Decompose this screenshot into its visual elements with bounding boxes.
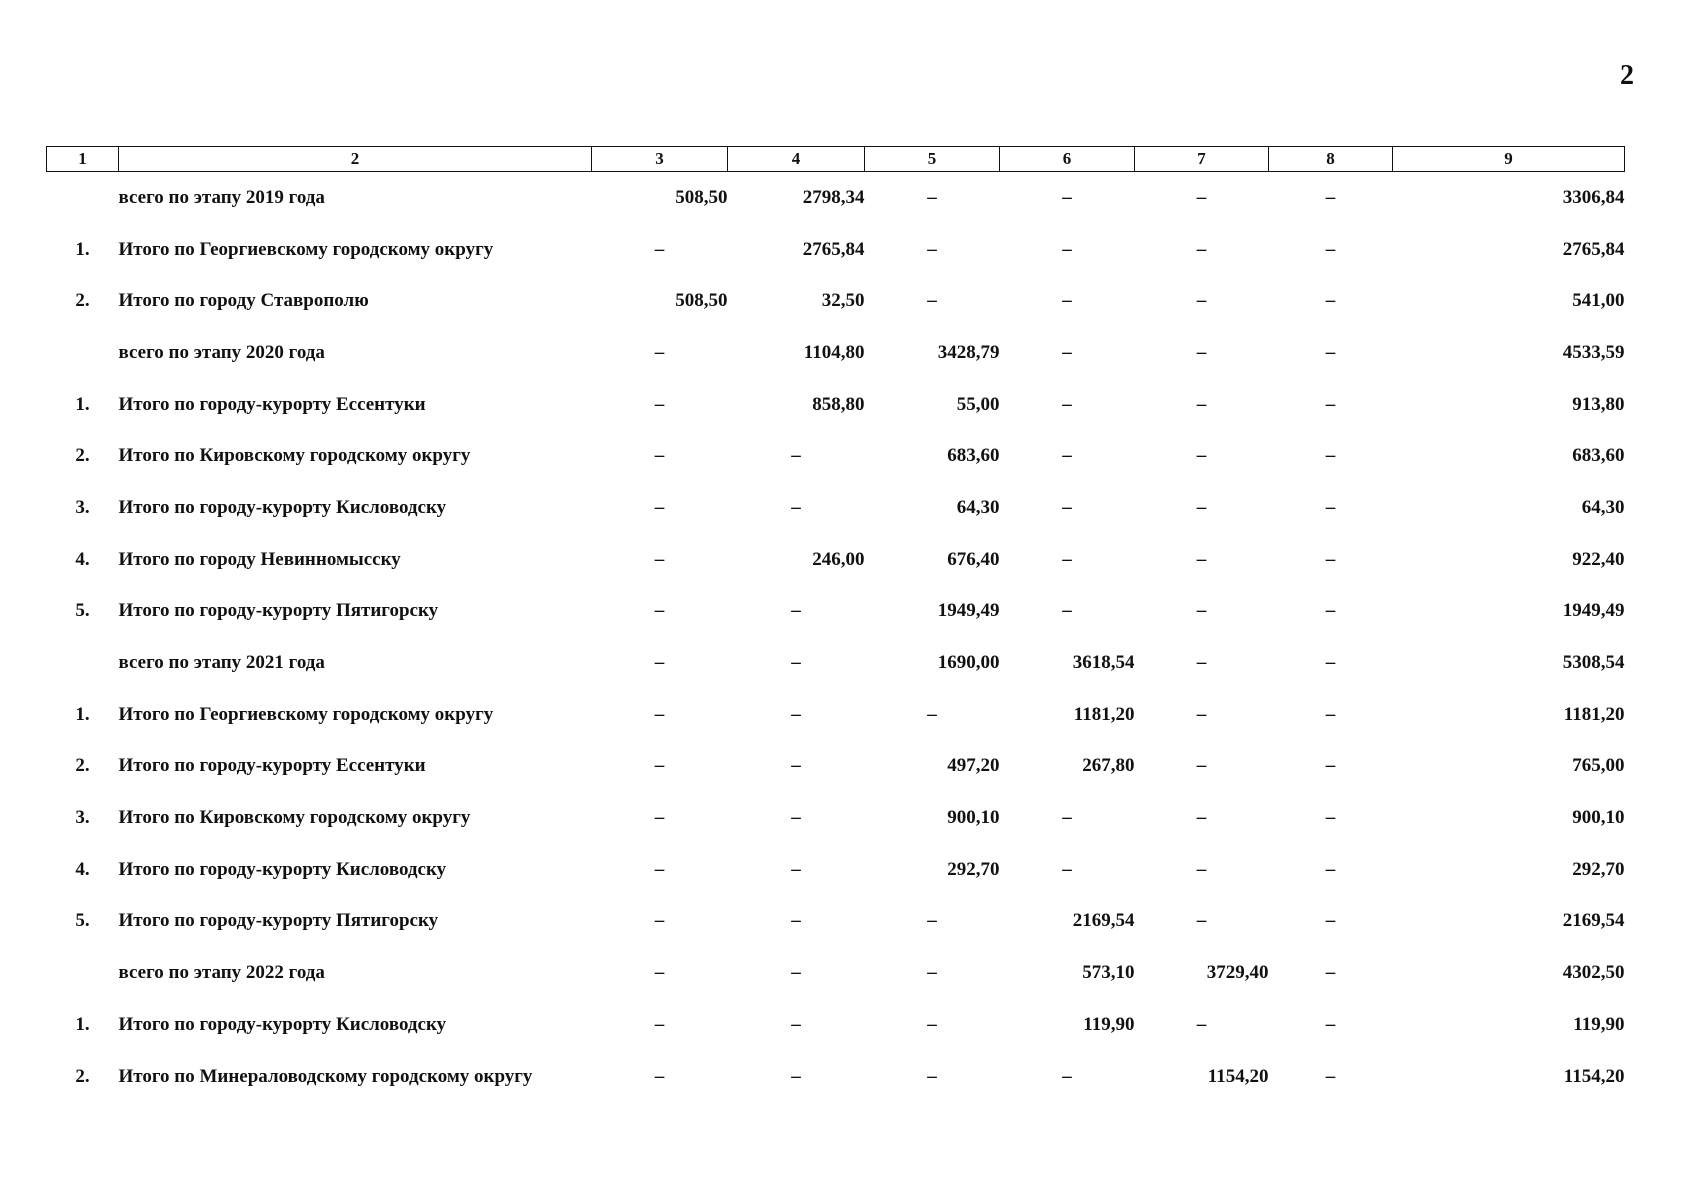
col8-value: – — [1325, 341, 1336, 363]
col8-value: – — [1325, 962, 1336, 984]
col8-value: – — [1325, 755, 1336, 777]
col4-value: – — [791, 496, 801, 518]
row-label: Итого по Кировскому городскому округу — [118, 807, 471, 829]
row-label: Итого по Минераловодскому городскому округу — [118, 1065, 533, 1087]
row-label: всего по этапу 2022 года — [118, 962, 325, 984]
row-number — [47, 947, 119, 999]
table-row — [47, 430, 1625, 482]
col4-value: – — [791, 652, 801, 674]
table-row — [47, 586, 1625, 638]
col4-value: – — [791, 910, 801, 932]
total-value: 4533,59 — [1562, 341, 1625, 363]
col3-value: – — [654, 858, 665, 880]
col5-value: 292,70 — [947, 858, 1000, 880]
col5-value: 497,20 — [947, 755, 1000, 777]
column-header: 7 — [1135, 147, 1269, 172]
col7-value: – — [1196, 755, 1207, 777]
col6-value: – — [1062, 238, 1072, 260]
col7-value: – — [1196, 341, 1207, 363]
col5-value: – — [927, 186, 937, 208]
col6-value: – — [1062, 445, 1072, 467]
col8-value: – — [1325, 445, 1336, 467]
row-number: 2. — [75, 755, 90, 777]
col3-value: – — [654, 445, 665, 467]
row-number: 2. — [75, 445, 90, 467]
row-number: 1. — [75, 393, 90, 415]
table-row — [47, 999, 1625, 1051]
row-number: 5. — [75, 910, 90, 932]
col6-value: – — [1062, 548, 1072, 570]
col6-value: – — [1062, 393, 1072, 415]
row-label: Итого по городу-курорту Пятигорску — [118, 910, 439, 932]
col4-value: – — [791, 1013, 801, 1035]
col5-value: 1949,49 — [937, 600, 1000, 622]
col7-value: – — [1196, 238, 1207, 260]
col3-value: – — [654, 238, 665, 260]
col4-value: – — [791, 858, 801, 880]
total-value: 3306,84 — [1562, 186, 1625, 208]
col7-value: – — [1196, 290, 1207, 312]
total-value: 765,00 — [1572, 755, 1625, 777]
col7-value: – — [1196, 1013, 1207, 1035]
col3-value: – — [654, 341, 665, 363]
row-label: Итого по Георгиевскому городскому округу — [118, 238, 494, 260]
col8-value: – — [1325, 238, 1336, 260]
row-number: 1. — [75, 703, 90, 725]
row-label: Итого по городу-курорту Кисловодску — [118, 858, 447, 880]
col8-value: – — [1325, 290, 1336, 312]
budget-table — [46, 146, 1625, 1102]
total-value: 64,30 — [1581, 496, 1625, 518]
col4-value: 246,00 — [812, 548, 865, 570]
col3-value: – — [654, 600, 665, 622]
col3-value: – — [654, 393, 665, 415]
row-number: 2. — [75, 290, 90, 312]
col3-value: 508,50 — [675, 290, 728, 312]
col3-value: – — [654, 910, 665, 932]
col4-value: 858,80 — [812, 393, 865, 415]
col3-value: 508,50 — [675, 186, 728, 208]
col3-value: – — [654, 703, 665, 725]
col6-value: – — [1062, 341, 1072, 363]
col8-value: – — [1325, 186, 1336, 208]
col4-value: 1104,80 — [803, 341, 865, 363]
col4-value: – — [791, 445, 801, 467]
row-label: всего по этапу 2019 года — [118, 186, 325, 208]
col6-value: 2169,54 — [1072, 910, 1135, 932]
total-value: 5308,54 — [1562, 652, 1625, 674]
column-header: 2 — [119, 147, 592, 172]
col6-value: – — [1062, 807, 1072, 829]
col8-value: – — [1325, 703, 1336, 725]
col3-value: – — [654, 548, 665, 570]
total-value: 683,60 — [1572, 445, 1625, 467]
table-row — [47, 1051, 1625, 1103]
table-row — [47, 637, 1625, 689]
row-label: Итого по городу-курорту Ессентуки — [118, 393, 426, 415]
total-value: 900,10 — [1572, 807, 1625, 829]
col4-value: 32,50 — [821, 290, 865, 312]
col5-value: 900,10 — [947, 807, 1000, 829]
row-label: Итого по городу-курорту Кисловодску — [118, 1013, 447, 1035]
col4-value: – — [791, 962, 801, 984]
col5-value: – — [927, 910, 937, 932]
col6-value: – — [1062, 1065, 1072, 1087]
total-value: 1949,49 — [1562, 600, 1625, 622]
table-row — [47, 947, 1625, 999]
col5-value: – — [927, 238, 937, 260]
col6-value: – — [1062, 600, 1072, 622]
col8-value: – — [1325, 600, 1336, 622]
page-number: 2 — [1620, 60, 1634, 91]
col5-value: 3428,79 — [937, 341, 1000, 363]
col7-value: – — [1196, 496, 1207, 518]
col3-value: – — [654, 962, 665, 984]
row-number — [47, 172, 119, 224]
col3-value: – — [654, 807, 665, 829]
col4-value: 2798,34 — [802, 186, 865, 208]
row-label: всего по этапу 2021 года — [118, 652, 325, 674]
table-row — [47, 896, 1625, 948]
col7-value: 3729,40 — [1206, 962, 1269, 984]
row-number: 4. — [75, 858, 90, 880]
column-header: 1 — [47, 147, 119, 172]
col6-value: – — [1062, 290, 1072, 312]
total-value: 922,40 — [1572, 548, 1625, 570]
row-label: Итого по Георгиевскому городскому округу — [118, 703, 494, 725]
col8-value: – — [1325, 1065, 1336, 1087]
col8-value: – — [1325, 496, 1336, 518]
total-value: 1181,20 — [1563, 703, 1625, 725]
col7-value: – — [1196, 703, 1207, 725]
table-row — [47, 379, 1625, 431]
table-row — [47, 689, 1625, 741]
col7-value: – — [1196, 445, 1207, 467]
column-header: 5 — [865, 147, 1000, 172]
row-label: Итого по городу-курорту Ессентуки — [118, 755, 426, 777]
row-number: 2. — [75, 1065, 90, 1087]
total-value: 2169,54 — [1562, 910, 1625, 932]
table-row — [47, 172, 1625, 224]
table-row — [47, 327, 1625, 379]
col5-value: – — [927, 962, 937, 984]
col5-value: – — [927, 1013, 937, 1035]
col5-value: 1690,00 — [937, 652, 1000, 674]
row-label: Итого по городу Невинномысску — [118, 548, 401, 570]
column-header: 3 — [592, 147, 728, 172]
table-row — [47, 275, 1625, 327]
col7-value: – — [1196, 858, 1207, 880]
total-value: 541,00 — [1572, 290, 1625, 312]
column-header: 6 — [1000, 147, 1135, 172]
row-label: Итого по городу Ставрополю — [118, 290, 369, 312]
total-value: 292,70 — [1572, 858, 1625, 880]
col8-value: – — [1325, 910, 1336, 932]
column-header: 4 — [728, 147, 865, 172]
row-number: 3. — [75, 496, 90, 518]
col4-value: 2765,84 — [802, 238, 865, 260]
col6-value: – — [1062, 186, 1072, 208]
column-header: 8 — [1269, 147, 1393, 172]
col4-value: – — [791, 1065, 801, 1087]
col5-value: 55,00 — [956, 393, 1000, 415]
total-value: 913,80 — [1572, 393, 1625, 415]
column-header: 9 — [1393, 147, 1625, 172]
row-number: 4. — [75, 548, 90, 570]
table-row — [47, 482, 1625, 534]
col4-value: – — [791, 807, 801, 829]
table-row — [47, 844, 1625, 896]
col6-value: – — [1062, 496, 1072, 518]
col6-value: – — [1062, 858, 1072, 880]
table-row — [47, 741, 1625, 793]
col7-value: – — [1196, 807, 1207, 829]
total-value: 4302,50 — [1562, 962, 1625, 984]
row-label: Итого по городу-курорту Кисловодску — [118, 496, 447, 518]
total-value: 2765,84 — [1562, 238, 1625, 260]
row-number: 5. — [75, 600, 90, 622]
col7-value: – — [1196, 186, 1207, 208]
table-row — [47, 792, 1625, 844]
col8-value: – — [1325, 858, 1336, 880]
table-row — [47, 224, 1625, 276]
col7-value: – — [1196, 652, 1207, 674]
col6-value: 1181,20 — [1073, 703, 1135, 725]
row-label: Итого по Кировскому городскому округу — [118, 445, 471, 467]
col7-value: – — [1196, 548, 1207, 570]
total-value: 119,90 — [1573, 1013, 1625, 1035]
col4-value: – — [791, 600, 801, 622]
col5-value: – — [927, 1065, 937, 1087]
col3-value: – — [654, 496, 665, 518]
row-label: всего по этапу 2020 года — [118, 341, 325, 363]
table-header — [47, 147, 1625, 172]
col7-value: – — [1196, 600, 1207, 622]
table-body — [47, 172, 1625, 1103]
col8-value: – — [1325, 393, 1336, 415]
col7-value: 1154,20 — [1207, 1065, 1269, 1087]
col8-value: – — [1325, 1013, 1336, 1035]
row-number: 1. — [75, 238, 90, 260]
col5-value: 676,40 — [947, 548, 1000, 570]
col5-value: 64,30 — [956, 496, 1000, 518]
col5-value: – — [927, 703, 937, 725]
table-row — [47, 534, 1625, 586]
row-number: 1. — [75, 1013, 90, 1035]
col3-value: – — [654, 1065, 665, 1087]
col6-value: 573,10 — [1082, 962, 1135, 984]
col5-value: – — [927, 290, 937, 312]
row-number — [47, 637, 119, 689]
col7-value: – — [1196, 910, 1207, 932]
row-number: 3. — [75, 807, 90, 829]
total-value: 1154,20 — [1563, 1065, 1625, 1087]
col6-value: 119,90 — [1083, 1013, 1135, 1035]
col8-value: – — [1325, 652, 1336, 674]
col5-value: 683,60 — [947, 445, 1000, 467]
col3-value: – — [654, 755, 665, 777]
row-label: Итого по городу-курорту Пятигорску — [118, 600, 439, 622]
col6-value: 267,80 — [1082, 755, 1135, 777]
col3-value: – — [654, 1013, 665, 1035]
header-row — [47, 147, 1625, 172]
col3-value: – — [654, 652, 665, 674]
col7-value: – — [1196, 393, 1207, 415]
col8-value: – — [1325, 548, 1336, 570]
col8-value: – — [1325, 807, 1336, 829]
col4-value: – — [791, 703, 801, 725]
col4-value: – — [791, 755, 801, 777]
col6-value: 3618,54 — [1072, 652, 1135, 674]
row-number — [47, 327, 119, 379]
